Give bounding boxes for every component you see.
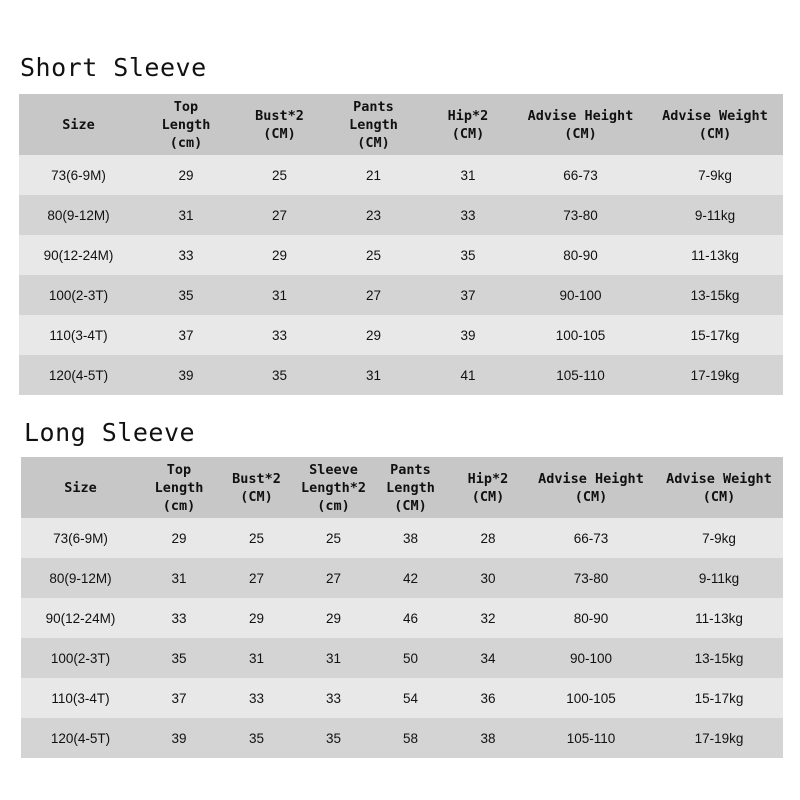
cell-sleeve-length: 31 (295, 638, 372, 678)
cell-size: 110(3-4T) (21, 678, 140, 718)
long-sleeve-title: Long Sleeve (24, 418, 196, 447)
table-row (19, 275, 783, 315)
cell-pants-length: 58 (372, 718, 449, 758)
cell-top-length: 29 (138, 155, 234, 195)
cell-pants-length: 46 (372, 598, 449, 638)
header-advise-weight: Advise Weight (CM) (647, 94, 783, 155)
cell-top-length: 37 (140, 678, 218, 718)
cell-hip: 31 (422, 155, 514, 195)
header-advise-weight: Advise Weight (CM) (655, 457, 783, 518)
table-row (19, 235, 783, 275)
cell-size: 120(4-5T) (19, 355, 138, 395)
cell-hip: 41 (422, 355, 514, 395)
header-size: Size (21, 457, 140, 518)
cell-bust: 31 (218, 638, 295, 678)
cell-advise-height: 100-105 (514, 315, 647, 355)
header-top-length: Top Length (cm) (140, 457, 218, 518)
cell-advise-weight: 17-19kg (655, 718, 783, 758)
cell-size: 100(2-3T) (19, 275, 138, 315)
cell-advise-height: 73-80 (527, 558, 655, 598)
cell-hip: 36 (449, 678, 527, 718)
cell-advise-height: 90-100 (527, 638, 655, 678)
cell-advise-weight: 11-13kg (647, 235, 783, 275)
cell-bust: 31 (234, 275, 325, 315)
table-row (21, 638, 783, 678)
cell-pants-length: 38 (372, 518, 449, 558)
cell-pants-length: 21 (325, 155, 422, 195)
table-row (19, 355, 783, 395)
cell-top-length: 35 (140, 638, 218, 678)
cell-bust: 35 (218, 718, 295, 758)
cell-advise-weight: 9-11kg (647, 195, 783, 235)
cell-bust: 25 (218, 518, 295, 558)
cell-size: 73(6-9M) (21, 518, 140, 558)
cell-sleeve-length: 33 (295, 678, 372, 718)
long-sleeve-size-table (21, 457, 783, 758)
cell-advise-height: 73-80 (514, 195, 647, 235)
cell-hip: 30 (449, 558, 527, 598)
cell-size: 80(9-12M) (19, 195, 138, 235)
cell-advise-height: 66-73 (514, 155, 647, 195)
header-pants-length: Pants Length (CM) (372, 457, 449, 518)
cell-advise-weight: 7-9kg (655, 518, 783, 558)
cell-top-length: 31 (138, 195, 234, 235)
table-row (19, 315, 783, 355)
header-advise-height: Advise Height (CM) (527, 457, 655, 518)
cell-advise-height: 100-105 (527, 678, 655, 718)
cell-advise-weight: 15-17kg (647, 315, 783, 355)
cell-advise-weight: 7-9kg (647, 155, 783, 195)
cell-advise-height: 105-110 (514, 355, 647, 395)
cell-advise-height: 66-73 (527, 518, 655, 558)
header-bust: Bust*2 (CM) (218, 457, 295, 518)
cell-advise-height: 90-100 (514, 275, 647, 315)
cell-size: 73(6-9M) (19, 155, 138, 195)
cell-pants-length: 42 (372, 558, 449, 598)
cell-bust: 35 (234, 355, 325, 395)
cell-sleeve-length: 29 (295, 598, 372, 638)
cell-hip: 35 (422, 235, 514, 275)
cell-size: 80(9-12M) (21, 558, 140, 598)
cell-top-length: 33 (140, 598, 218, 638)
cell-size: 120(4-5T) (21, 718, 140, 758)
header-sleeve-length: Sleeve Length*2 (cm) (295, 457, 372, 518)
cell-bust: 27 (218, 558, 295, 598)
header-hip: Hip*2 (CM) (422, 94, 514, 155)
cell-pants-length: 50 (372, 638, 449, 678)
cell-bust: 33 (234, 315, 325, 355)
cell-size: 90(12-24M) (19, 235, 138, 275)
cell-hip: 32 (449, 598, 527, 638)
cell-pants-length: 25 (325, 235, 422, 275)
table-header-row (21, 457, 783, 518)
cell-pants-length: 29 (325, 315, 422, 355)
cell-bust: 27 (234, 195, 325, 235)
table-row (21, 558, 783, 598)
short-sleeve-size-table (19, 94, 783, 395)
short-sleeve-title: Short Sleeve (20, 53, 207, 82)
cell-advise-weight: 17-19kg (647, 355, 783, 395)
cell-sleeve-length: 25 (295, 518, 372, 558)
cell-sleeve-length: 35 (295, 718, 372, 758)
header-bust: Bust*2 (CM) (234, 94, 325, 155)
cell-advise-weight: 15-17kg (655, 678, 783, 718)
cell-top-length: 35 (138, 275, 234, 315)
header-size: Size (19, 94, 138, 155)
cell-pants-length: 23 (325, 195, 422, 235)
cell-hip: 39 (422, 315, 514, 355)
cell-bust: 25 (234, 155, 325, 195)
cell-pants-length: 31 (325, 355, 422, 395)
cell-top-length: 37 (138, 315, 234, 355)
cell-advise-height: 80-90 (514, 235, 647, 275)
table-row (19, 195, 783, 235)
cell-advise-weight: 11-13kg (655, 598, 783, 638)
header-pants-length: Pants Length (CM) (325, 94, 422, 155)
cell-hip: 37 (422, 275, 514, 315)
cell-sleeve-length: 27 (295, 558, 372, 598)
header-advise-height: Advise Height (CM) (514, 94, 647, 155)
table-row (21, 518, 783, 558)
cell-top-length: 39 (140, 718, 218, 758)
cell-hip: 33 (422, 195, 514, 235)
table-row (21, 598, 783, 638)
cell-size: 100(2-3T) (21, 638, 140, 678)
cell-advise-height: 105-110 (527, 718, 655, 758)
cell-top-length: 39 (138, 355, 234, 395)
cell-advise-weight: 9-11kg (655, 558, 783, 598)
cell-size: 90(12-24M) (21, 598, 140, 638)
cell-bust: 29 (234, 235, 325, 275)
cell-hip: 34 (449, 638, 527, 678)
table-row (21, 718, 783, 758)
cell-size: 110(3-4T) (19, 315, 138, 355)
cell-advise-weight: 13-15kg (647, 275, 783, 315)
cell-advise-weight: 13-15kg (655, 638, 783, 678)
cell-top-length: 29 (140, 518, 218, 558)
cell-bust: 33 (218, 678, 295, 718)
cell-hip: 38 (449, 718, 527, 758)
cell-advise-height: 80-90 (527, 598, 655, 638)
table-header-row (19, 94, 783, 155)
table-row (19, 155, 783, 195)
cell-hip: 28 (449, 518, 527, 558)
header-hip: Hip*2 (CM) (449, 457, 527, 518)
cell-top-length: 33 (138, 235, 234, 275)
table-row (21, 678, 783, 718)
cell-pants-length: 27 (325, 275, 422, 315)
cell-top-length: 31 (140, 558, 218, 598)
header-top-length: Top Length (cm) (138, 94, 234, 155)
cell-bust: 29 (218, 598, 295, 638)
cell-pants-length: 54 (372, 678, 449, 718)
